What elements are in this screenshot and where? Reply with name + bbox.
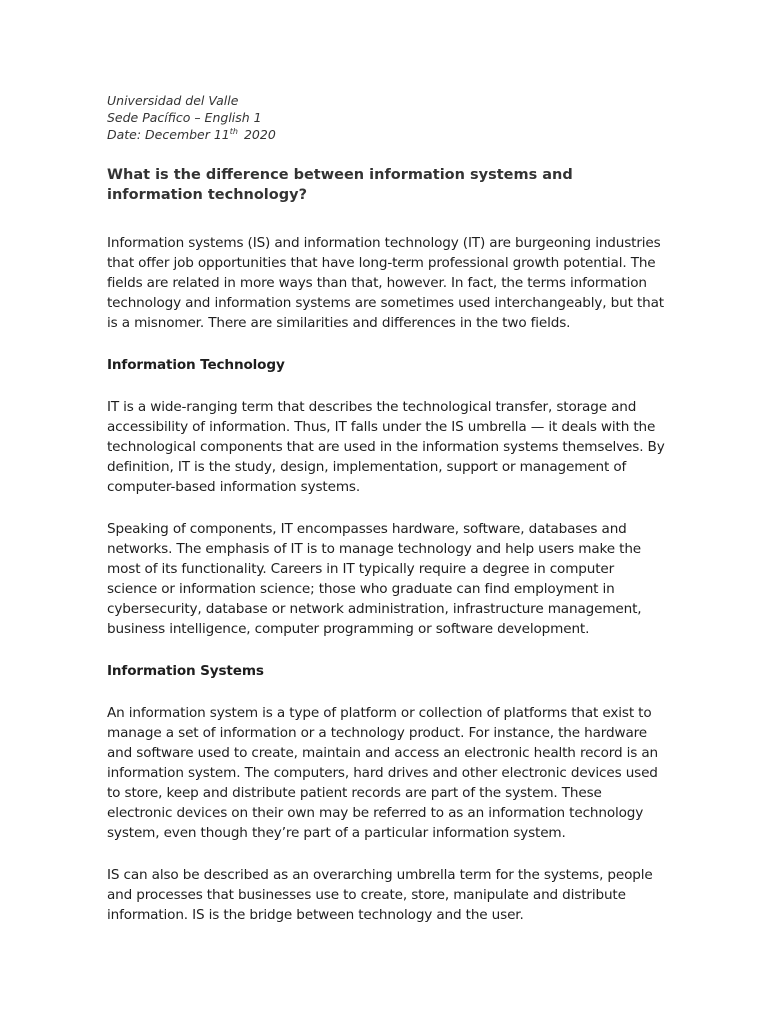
date-year: 2020 xyxy=(243,127,276,142)
section-heading-information-technology: Information Technology xyxy=(107,357,285,373)
date-ordinal-suffix: th xyxy=(229,126,238,136)
is-paragraph-2: IS can also be described as an overarching umbrella term for the systems, people and processes that businesses use to create, store, manipulate and distribute information. IS is the bridge between technology and the user. xyxy=(107,867,653,923)
document-date xyxy=(107,126,667,143)
date-text: Date: December 11 xyxy=(107,127,230,142)
document-page xyxy=(107,92,667,925)
document-title: What is the difference between information systems and information technology? xyxy=(107,167,573,203)
section-heading-information-systems: Information Systems xyxy=(107,663,264,679)
campus-course: Sede Pacífico – English 1 xyxy=(107,110,262,125)
intro-paragraph: Information systems (IS) and information technology (IT) are burgeoning industries that offer job opportunities that have long-term professional growth potential. The fields are related in more ways than that, however. In fact, the terms information technology and information systems are sometimes used interchangeably, but that is a misnomer. There are similarities and differences in the two fields. xyxy=(107,235,664,331)
document-header xyxy=(107,92,667,143)
is-paragraph-1: An information system is a type of platform or collection of platforms that exist to manage a set of information or a technology product. For instance, the hardware and software used to create, maintain and access an electronic health record is an information system. The computers, hard drives and other electronic devices used to store, keep and distribute patient records are part of the system. These electronic devices on their own may be referred to as an information technology system, even though they’re part of a particular information system. xyxy=(107,705,659,841)
it-paragraph-1: IT is a wide-ranging term that describes the technological transfer, storage and accessibility of information. Thus, IT falls under the IS umbrella — it deals with the technological components that are used in the information systems themselves. By definition, IT is the study, design, implementation, support or management of computer-based information systems. xyxy=(107,399,665,495)
university-name: Universidad del Valle xyxy=(107,93,239,108)
it-paragraph-2: Speaking of components, IT encompasses hardware, software, databases and networks. The emphasis of IT is to manage technology and help users make the most of its functionality. Careers in IT typically require a degree in computer science or information science; those who graduate can find employment in cybersecurity, database or network administration, infrastructure management, business intelligence, computer programming or software development. xyxy=(107,521,642,637)
